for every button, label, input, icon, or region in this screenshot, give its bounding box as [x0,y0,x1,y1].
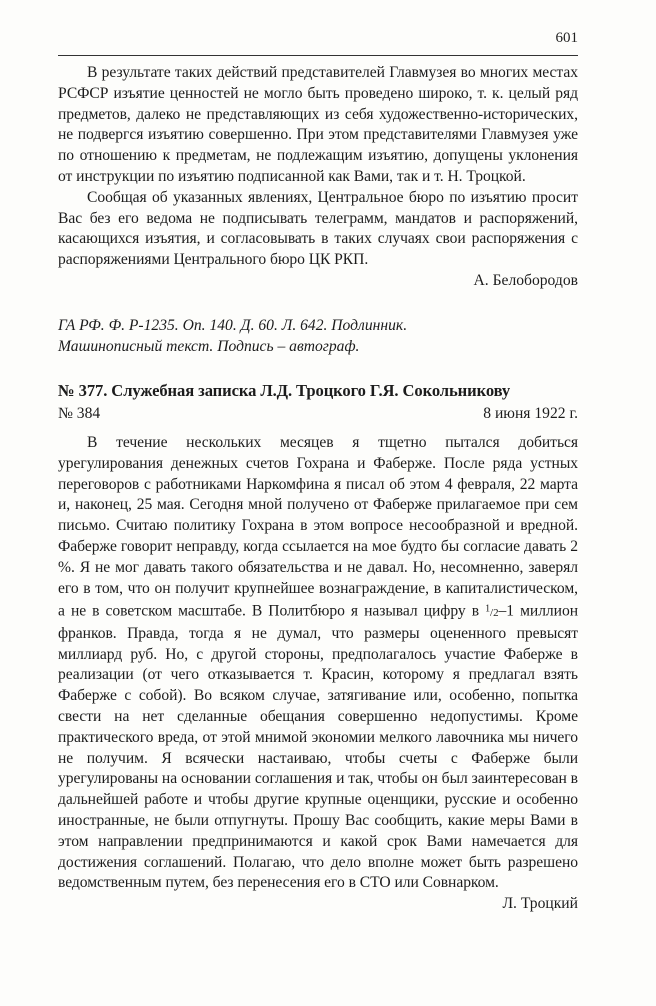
archive-line: ГА РФ. Ф. Р-1235. Оп. 140. Д. 60. Л. 642. Подлинник. [58,317,408,334]
fraction-denominator: 2 [493,607,499,620]
header-rule [58,55,578,56]
archive-reference [58,316,578,358]
signature: Л. Троцкий [502,895,578,913]
paragraph: Сообщая об указанных явлениях, Центральное бюро по изъятию просит Вас без его ведома не подписывать телеграмм, мандатов и распоряжений, касающихся изъятия, и согласовывать в таких случаях свои распоряжения с распоряжениями Центрального бюро ЦК РКП. [58,188,578,269]
document-meta [58,404,578,425]
fraction-numerator: 1 [485,603,491,615]
document-body [58,433,578,915]
fraction: $^1$/2 [485,603,499,620]
body-text: –1 миллион франков. Правда, тогда я не думал, что размеры оцененного превысят миллиард руб. Но, с другой стороны, предполагалось участие Фаберже в реализации (от чего отказывается т. Красин, которому я предлагал взять Фаберже с собой). Во всяком случае, затягивание или, особенно, попытка свести на нет сделанные обещания совершенно недопустимы. Кроме практического вреда, от этой мнимой экономии мелкого лавочника мы ничего не получим. Я всячески настаиваю, чтобы счеты с Фаберже были урегулированы на основании соглашения и так, чтобы он был заинтересован в дальнейшей работе и чтобы другие крупные оценщики, русские и особенно иностранные, не были отпугнуты. Прошу Вас сообщить, какие меры Вами в этом направлении предпринимаются и какой срок Вами намечается для достижения соглашений. Полагаю, что дело вполне может быть разрешено ведомственным путем, без перенесения его в СТО или Совнарком. [58,603,578,892]
previous-document-body [58,63,578,292]
body-text: В течение нескольких месяцев я тщетно пытался добиться урегулирования денежных счетов Гохрана и Фаберже. После ряда устных переговоров с работниками Наркомфина я писал об этом 4 февраля, 22 марта и, наконец, 25 мая. Сегодня мной получено от Фаберже прилагаемое при сем письмо. Считаю политику Гохрана в этом вопросе несообразной и вредной. Фаберже говорит неправду, когда ссылается на мое будто бы согласие давать 2 %. Я не мог давать такого обязательства и не давал. Но, несомненно, заверял его в том, что он получит крупнейшее вознаграждение, в капиталистическом, а не в советском масштабе. В Политбюро я называл цифру в [58,434,578,621]
document-title: № 377. Служебная записка Л.Д. Троцкого Г.Я. Сокольникову [58,381,511,400]
document-number: № 384 [58,405,101,422]
signature: А. Белобородов [473,271,578,289]
page-number: 601 [555,30,578,46]
paragraph [58,433,578,894]
document-date: 8 июня 1922 г. [483,405,578,422]
paragraph: В результате таких действий представителей Главмузея во многих местах РСФСР изъятие ценностей не могло быть проведено широко, т. к. целый ряд предметов, далеко не представляющих из себя художественно-исторических, не подвергся изъятию совершенно. При этом представителями Главмузея уже по отношению к предметам, не подлежащим изъятию, допущены уклонения от инструкции по изъятию подписанной как Вами, так и т. Н. Троцкой. [58,64,578,185]
archive-line: Машинописный текст. Подпись – автограф. [58,337,360,355]
